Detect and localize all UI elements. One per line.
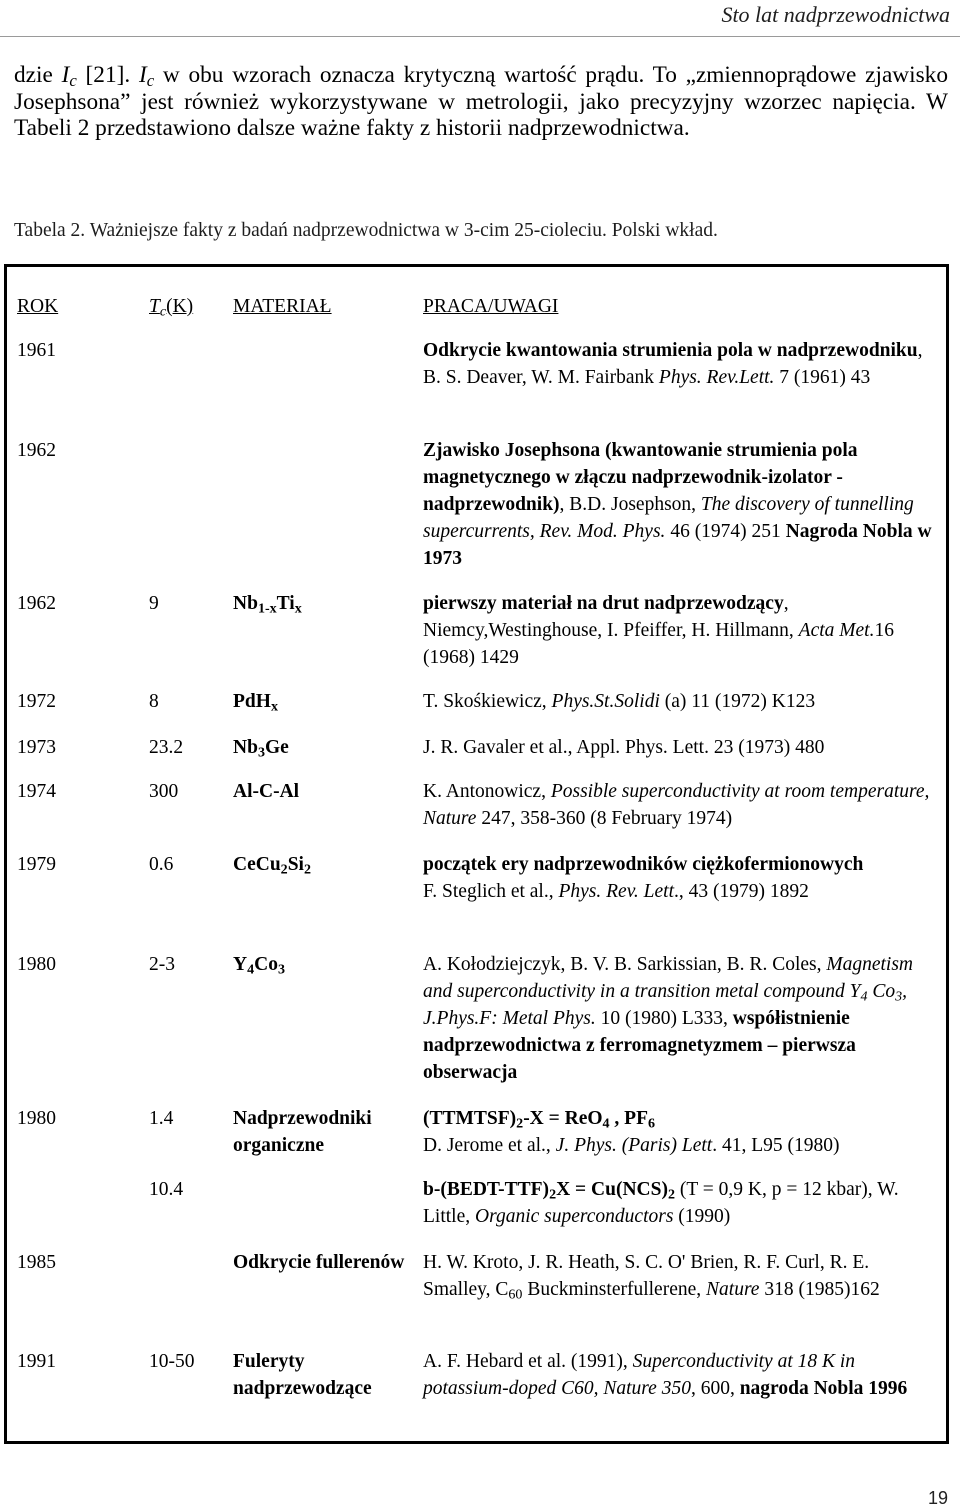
text-run: , B.D. Josephson,	[559, 494, 701, 515]
text-run: Phys. Rev.Lett.	[658, 367, 775, 388]
row-9-praca	[423, 1105, 941, 1159]
text-run: nagroda Nobla 1996	[739, 1378, 908, 1399]
text-run: 3	[895, 988, 903, 1005]
text-run: , B. S. Deaver, W. M. Fairbank	[423, 340, 923, 388]
text-run: Superconductivity at 18 K in potassium-doped C60, Nature 350	[423, 1351, 856, 1399]
text-run: H. W. Kroto, J. R. Heath, S. C. O' Brien, R. F. Curl, R. E. Smalley, C	[423, 1252, 870, 1300]
row-12-praca	[423, 1348, 941, 1402]
row-4-material	[233, 688, 433, 715]
row-9-tc: 1.4	[149, 1108, 174, 1129]
row-2-praca	[423, 437, 941, 572]
text-run: (a) 11 (1972) K123	[659, 691, 816, 712]
text-run: Phys.St.Solidi	[551, 691, 660, 712]
row-8-tc: 2-3	[149, 954, 175, 975]
text-run: Co	[867, 981, 896, 1002]
header-rok: ROK	[17, 296, 59, 317]
text-run: , Niemcy,Westinghouse, I. Pfeiffer, H. Hillmann,	[423, 593, 799, 641]
history-table	[4, 264, 949, 1444]
text-run: Ge	[264, 737, 289, 758]
text-run: 60	[508, 1286, 523, 1303]
text-run: Nb	[233, 593, 258, 614]
row-6-material	[233, 778, 433, 805]
text-run: Buckminsterfullerene,	[522, 1279, 707, 1300]
text-run: , PF	[609, 1108, 648, 1129]
row-11-rok: 1985	[17, 1252, 56, 1273]
row-11-praca	[423, 1249, 941, 1303]
text-run: 2	[516, 1115, 524, 1132]
row-6-rok: 1974	[17, 781, 56, 802]
text-run: A. F. Hebard et al. (1991),	[423, 1351, 633, 1372]
header-tc-unit: (K)	[166, 296, 194, 317]
text-run: Odkrycie fullerenów	[233, 1252, 405, 1273]
header-tc-symbol: T	[149, 296, 160, 317]
row-1-praca	[423, 337, 941, 391]
row-12-tc: 10-50	[149, 1351, 195, 1372]
intro-paragraph	[14, 62, 948, 142]
text-run: 2	[549, 1186, 557, 1203]
row-6-praca	[423, 778, 941, 832]
row-3-tc: 9	[149, 593, 159, 614]
text-run: 2	[280, 861, 288, 878]
row-7-tc: 0.6	[149, 854, 174, 875]
intro-text-3: w obu wzorach oznacza krytyczną wartość prądu. To „zmiennoprądowe zjawisko Josephsona” jest również wykorzystywane w metrologii, jako precyzyjny wzorzec napięcia. W Tabeli 2 przedstawiono dalsze ważne fakty z historii nadprzewodnictwa.	[14, 62, 948, 142]
text-run: Y	[233, 954, 248, 975]
text-run: Co	[254, 954, 278, 975]
text-run: Magnetism and superconductivity in a transition metal compound Y	[423, 954, 914, 1002]
text-run: Organic superconductors	[475, 1206, 674, 1227]
text-run: 318 (1985)162	[759, 1279, 880, 1300]
row-11-material	[233, 1249, 433, 1276]
critical-current-symbol: I	[138, 62, 147, 88]
row-5-material	[233, 734, 433, 761]
critical-current-symbol: I	[61, 62, 70, 88]
text-run: 4	[247, 961, 255, 978]
header-praca: PRACA/UWAGI	[423, 296, 559, 317]
text-run: Ti	[276, 593, 295, 614]
row-7-rok: 1979	[17, 854, 56, 875]
text-run: 10 (1980) L333,	[595, 1008, 733, 1029]
text-run: Possible superconductivity at room temperature, Nature	[423, 781, 930, 829]
text-run: Nature	[706, 1279, 760, 1300]
text-run: 3	[277, 961, 285, 978]
row-4-rok: 1972	[17, 691, 56, 712]
text-run: Zjawisko Josephsona (kwantowanie strumienia pola magnetycznego w złączu nadprzewodnik-izolator -nadprzewodnik)	[423, 440, 858, 515]
header-material: MATERIAŁ	[233, 296, 332, 317]
row-3-praca	[423, 590, 941, 671]
text-run: 6	[648, 1115, 656, 1132]
text-run: F. Steglich et al.,	[423, 881, 559, 902]
running-header	[0, 0, 960, 37]
row-5-tc: 23.2	[149, 737, 184, 758]
text-run: Fuleryty nadprzewodzące	[233, 1351, 372, 1399]
text-run: Acta Met.	[798, 620, 875, 641]
text-run: x	[294, 600, 302, 617]
text-run: 4	[602, 1115, 610, 1132]
text-run: Nadprzewodniki organiczne	[233, 1108, 372, 1156]
intro-text-2: [21].	[76, 62, 139, 88]
text-run: 46 (1974) 251	[665, 521, 786, 542]
text-run: PdH	[233, 691, 271, 712]
text-run: 4	[860, 988, 868, 1005]
text-run: CeCu	[233, 854, 281, 875]
text-run: x	[270, 698, 278, 715]
text-run: 16 (1968) 1429	[423, 620, 894, 668]
text-run: 247, 358-360 (8 February 1974)	[476, 808, 733, 829]
text-run: Si	[287, 854, 304, 875]
row-8-material	[233, 951, 433, 978]
text-run: (1990)	[673, 1206, 731, 1227]
text-run: , 600,	[690, 1378, 740, 1399]
text-run: 2	[667, 1186, 675, 1203]
text-run: (TTMTSF)	[423, 1108, 517, 1129]
row-5-praca	[423, 734, 941, 761]
text-run: 2	[303, 861, 311, 878]
text-run: 7 (1961) 43	[774, 367, 871, 388]
text-run: J. R. Gavaler et al., Appl. Phys. Lett. 23 (1973) 480	[423, 737, 825, 758]
text-run: pierwszy materiał na drut nadprzewodzący	[423, 593, 784, 614]
row-8-rok: 1980	[17, 954, 56, 975]
text-run: początek ery nadprzewodników ciężkofermionowych	[423, 854, 864, 875]
critical-current-subscript: c	[69, 71, 77, 91]
text-run: współistnienie nadprzewodnictwa z ferromagnetyzmem – pierwsza obserwacja	[423, 1008, 856, 1083]
text-run: Nagroda Nobla w 1973	[423, 521, 932, 569]
row-9-material	[233, 1105, 433, 1159]
row-9-rok: 1980	[17, 1108, 56, 1129]
row-8-praca	[423, 951, 941, 1086]
text-run: The discovery of tunnelling supercurrents, Rev. Mod. Phys.	[423, 494, 914, 542]
text-run: 1-x	[257, 600, 277, 617]
text-run: ., 43 (1979) 1892	[673, 881, 809, 902]
text-run: J. Phys. (Paris) Lett	[555, 1135, 713, 1156]
row-7-praca	[423, 851, 941, 905]
text-run: -X = ReO	[523, 1108, 603, 1129]
text-run: Odkrycie kwantowania strumienia pola w nadprzewodniku	[423, 340, 918, 361]
table-caption: Tabela 2. Ważniejsze fakty z badań nadprzewodnictwa w 3-cim 25-cioleciu. Polski wkład.	[14, 220, 718, 241]
text-run: X = Cu(NCS)	[556, 1179, 668, 1200]
row-3-material	[233, 590, 433, 617]
critical-current-subscript: c	[146, 71, 155, 91]
text-run: Nb	[233, 737, 258, 758]
text-run: b-(BEDT-TTF)	[423, 1179, 550, 1200]
text-run: Al-C-Al	[233, 781, 300, 802]
row-1-rok: 1961	[17, 340, 56, 361]
row-5-rok: 1973	[17, 737, 56, 758]
row-10-tc: 10.4	[149, 1179, 184, 1200]
row-4-tc: 8	[149, 691, 159, 712]
text-run: (T = 0,9 K, p = 12 kbar), W. Little,	[423, 1179, 899, 1227]
row-6-tc: 300	[149, 781, 179, 802]
text-run: 3	[257, 744, 265, 761]
text-run: A. Kołodziejczyk, B. V. B. Sarkissian, B. R. Coles,	[423, 954, 827, 975]
text-run: T. Skośkiewicz,	[423, 691, 552, 712]
header-tc	[149, 293, 193, 320]
text-run: Phys. Rev. Lett	[558, 881, 674, 902]
row-12-rok: 1991	[17, 1351, 56, 1372]
row-4-praca	[423, 688, 941, 715]
row-12-material	[233, 1348, 433, 1402]
text-run: , J.Phys.F: Metal Phys.	[423, 981, 907, 1029]
header-tc-subscript: c	[159, 303, 167, 320]
row-10-praca	[423, 1176, 941, 1230]
row-2-rok: 1962	[17, 440, 56, 461]
row-3-rok: 1962	[17, 593, 56, 614]
text-run: . 41, L95 (1980)	[712, 1135, 840, 1156]
row-7-material	[233, 851, 433, 878]
running-header-title: Sto lat nadprzewodnictwa	[721, 2, 950, 27]
text-run: D. Jerome et al.,	[423, 1135, 556, 1156]
text-run: K. Antonowicz,	[423, 781, 551, 802]
intro-text-1: dzie	[14, 62, 62, 88]
page-number: 19	[927, 1488, 948, 1508]
